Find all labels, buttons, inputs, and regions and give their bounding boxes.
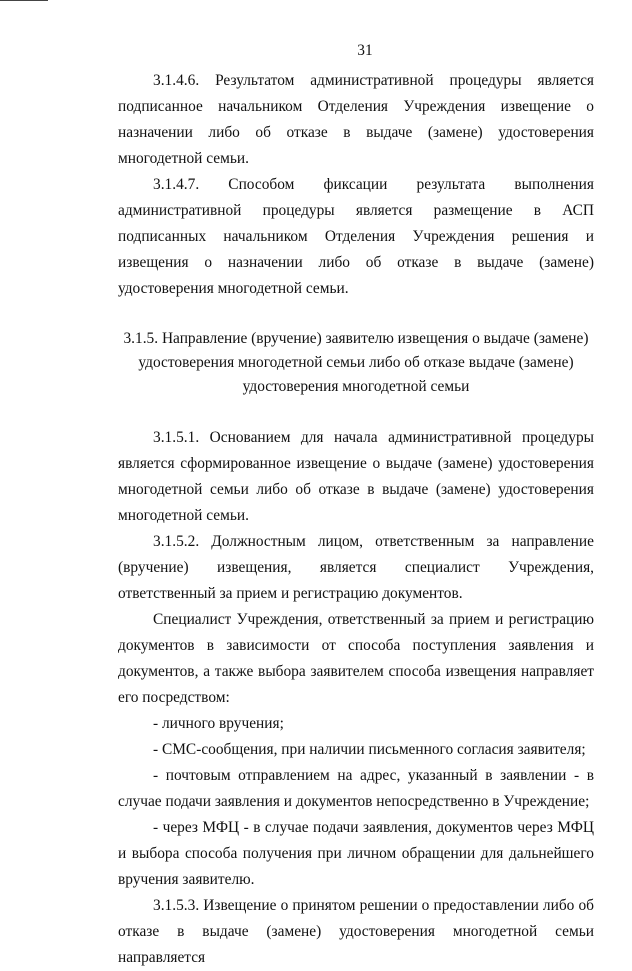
heading-line-3: удостоверения многодетной семьи <box>242 378 470 395</box>
heading-line-2: удостоверения многодетной семьи либо об отказе выдаче (замене) <box>138 354 574 371</box>
section-heading-3-1-5 <box>118 327 594 399</box>
list-item-mfc: - через МФЦ - в случае подачи заявления, документов через МФЦ и выбора способа получения при личном обращении для дальнейшего вручения заявителю. <box>118 819 594 888</box>
list-item-post: - почтовым отправлением на адрес, указанный в заявлении - в случае подачи заявления и документов непосредственно в Учреждение; <box>118 767 594 810</box>
paragraph-3-1-5-3: 3.1.5.3. Извещение о принятом решении о предоставлении либо об отказе в выдаче (замене) удостоверения многодетной семьи направляется <box>118 897 594 966</box>
heading-line-1: 3.1.5. Направление (вручение) заявителю извещения о выдаче (замене) <box>123 330 589 347</box>
list-item-sms: - СМС-сообщения, при наличии письменного согласия заявителя; <box>153 741 586 758</box>
paragraph-specialist: Специалист Учреждения, ответственный за прием и регистрацию документов в зависимости от способа поступления заявления и документов, а также выбора заявителем способа извещения направляет его посредством: <box>118 611 594 706</box>
scan-artifact-line <box>0 0 48 1</box>
paragraph-3-1-5-2: 3.1.5.2. Должностным лицом, ответственным за направление (вручение) извещения, является специалист Учреждения, ответственный за прием и регистрацию документов. <box>118 533 594 602</box>
paragraph-3-1-4-7: 3.1.4.7. Способом фиксации результата выполнения административной процедуры является размещение в АСП подписанных начальником Отделения Учреждения решения и извещения о назначении либо об отказе в выдаче (замене) удостоверения многодетной семьи. <box>118 176 594 297</box>
page-number: 31 <box>357 42 373 59</box>
paragraph-3-1-4-6: 3.1.4.6. Результатом административной процедуры является подписанное начальником Отделения Учреждения извещение о назначении либо об отказе в выдаче (замене) удостоверения многодетной семьи. <box>118 72 594 167</box>
list-item-personal: - личного вручения; <box>153 715 284 732</box>
paragraph-3-1-5-1: 3.1.5.1. Основанием для начала административной процедуры является сформированное извещение о выдаче (замене) удостоверения многодетной семьи либо об отказе в выдаче (замене) удостоверения многодетной семьи. <box>118 429 594 524</box>
